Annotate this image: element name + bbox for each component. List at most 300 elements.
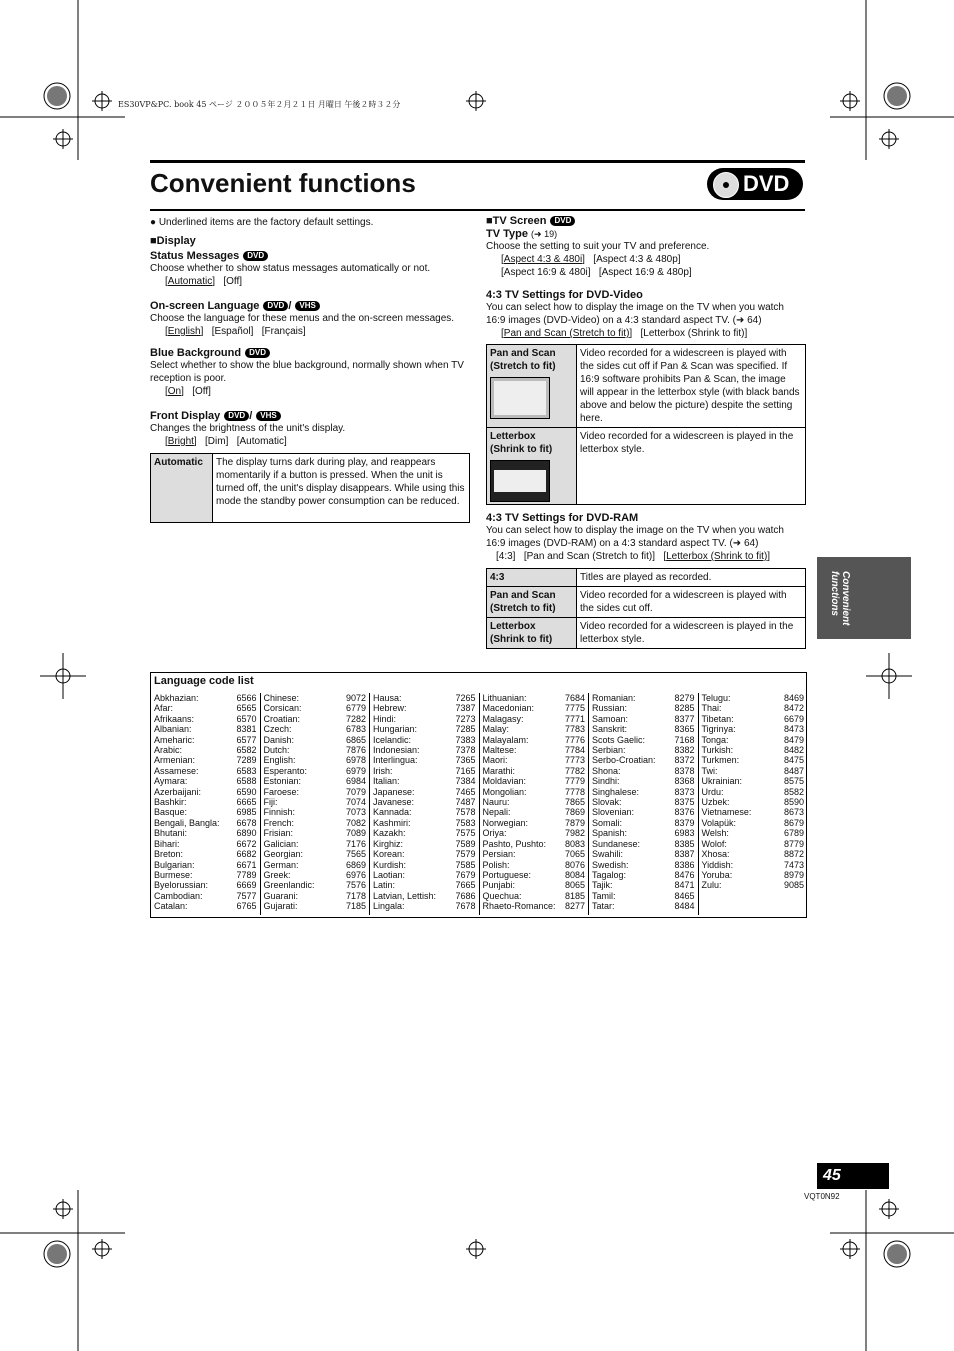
list-item xyxy=(151,807,260,817)
list-item xyxy=(370,693,479,703)
language-code: 6577 xyxy=(236,734,257,745)
list-item xyxy=(699,870,808,880)
option-aspect-43-480p: [Aspect 4:3 & 480p] xyxy=(593,254,681,265)
language-name: French: xyxy=(263,817,295,828)
list-item xyxy=(589,693,698,703)
language-name: Maori: xyxy=(482,755,508,766)
dvd-video-section: 4:3 TV Settings for DVD-Video You can select how to display the image on the TV when you watch 16:9 images (DVD-Video) on a 4:3 standard aspect TV. (➜ 64) [Pan and Scan (Stretch to fit)] [Letterbox (Shrink to fit)] xyxy=(486,289,806,340)
table-row: Letterbox (Shrink to fit) Video recorded for a widescreen is played in the letterbox style. xyxy=(487,428,806,505)
side-tab-label: Convenient functions xyxy=(829,571,851,626)
list-item xyxy=(480,787,589,797)
language-name: Malay: xyxy=(482,724,510,735)
language-code: 7773 xyxy=(564,755,585,766)
language-code: 7074 xyxy=(345,797,366,808)
option-aspect-169-480p: [Aspect 16:9 & 480p] xyxy=(598,267,692,278)
language-code: 8779 xyxy=(783,838,804,849)
language-code: 6588 xyxy=(236,776,257,787)
list-item xyxy=(261,703,370,713)
language-name: Tonga: xyxy=(701,734,729,745)
language-name: Telugu: xyxy=(701,693,731,703)
language-code: 7383 xyxy=(455,734,476,745)
language-code: 6765 xyxy=(236,901,257,912)
language-code: 7982 xyxy=(564,828,585,839)
list-item xyxy=(261,818,370,828)
list-item xyxy=(480,818,589,828)
language-code: 7577 xyxy=(236,890,257,901)
language-code: 6565 xyxy=(236,703,257,714)
front-display-table xyxy=(150,453,470,523)
language-column xyxy=(261,693,371,915)
list-item xyxy=(151,703,260,713)
language-code: 8378 xyxy=(674,765,695,776)
list-item xyxy=(151,870,260,880)
option-espanol: [Español] xyxy=(211,326,254,337)
list-item xyxy=(699,807,808,817)
language-name: Burmese: xyxy=(154,869,193,880)
intro-note: ● Underlined items are the factory default settings. xyxy=(150,217,374,228)
list-item xyxy=(480,860,589,870)
language-code: 8084 xyxy=(564,869,585,880)
language-code: 8277 xyxy=(564,901,585,912)
list-item xyxy=(370,807,479,817)
language-code: 6789 xyxy=(783,828,804,839)
language-code: 7168 xyxy=(674,734,695,745)
dvd-ram-desc: You can select how to display the image on the TV when you watch 16:9 images (DVD-RAM) on a 4:3 standard aspect TV. (➜ 64) xyxy=(486,525,784,549)
list-item xyxy=(589,828,698,838)
list-item xyxy=(151,849,260,859)
tv-type-ref: (➜ 19) xyxy=(531,229,558,239)
file-header-line: ES30VP&PC. book 45 ページ ２００５年２月２１日 月曜日 午後２時３２分 xyxy=(118,100,401,109)
language-code: 8381 xyxy=(236,724,257,735)
onscreen-language-title: On-screen Language xyxy=(150,300,260,312)
language-name: Kurdish: xyxy=(373,859,407,870)
list-item xyxy=(699,735,808,745)
language-name: Mongolian: xyxy=(482,786,527,797)
status-messages-section: Status Messages DVD Choose whether to show status messages automatically or not. [Automatic] [Off] xyxy=(150,250,470,288)
list-item xyxy=(699,703,808,713)
table-label: Automatic xyxy=(151,454,213,523)
language-name: Uzbek: xyxy=(701,797,730,808)
language-name: Arabic: xyxy=(154,745,183,756)
language-code: 8377 xyxy=(674,713,695,724)
language-code: 8385 xyxy=(674,838,695,849)
language-code-list-title: Language code list xyxy=(154,675,254,687)
option-bright: Bright xyxy=(167,436,194,447)
list-item xyxy=(261,693,370,703)
language-code: 7783 xyxy=(564,724,585,735)
dvd-badge: DVD xyxy=(550,216,575,226)
language-code: 6665 xyxy=(236,797,257,808)
language-name: Swedish: xyxy=(592,859,629,870)
title-bar xyxy=(150,160,805,211)
language-name: Basque: xyxy=(154,807,188,818)
language-code: 7079 xyxy=(345,786,366,797)
list-item xyxy=(261,891,370,901)
language-name: Volapük: xyxy=(701,817,737,828)
list-item xyxy=(370,797,479,807)
list-item xyxy=(151,891,260,901)
front-display-section: Front Display DVD / VHS Changes the brightness of the unit's display. [Bright] [Dim] [Automatic] xyxy=(150,410,470,448)
language-name: Faroese: xyxy=(263,786,300,797)
language-code: 7265 xyxy=(455,693,476,703)
language-code: 8476 xyxy=(674,869,695,880)
language-name: Wolof: xyxy=(701,838,727,849)
language-code: 6865 xyxy=(345,734,366,745)
language-code: 6779 xyxy=(345,703,366,714)
language-code: 7789 xyxy=(236,869,257,880)
language-code: 7775 xyxy=(564,703,585,714)
language-name: Nepali: xyxy=(482,807,511,818)
language-name: Georgian: xyxy=(263,849,304,860)
list-item xyxy=(370,735,479,745)
list-item xyxy=(480,776,589,786)
list-item xyxy=(480,745,589,755)
language-code: 8484 xyxy=(674,901,695,912)
language-code: 8590 xyxy=(783,797,804,808)
language-code: 8473 xyxy=(783,724,804,735)
language-name: Dutch: xyxy=(263,745,290,756)
list-item xyxy=(151,735,260,745)
language-name: Irish: xyxy=(373,765,393,776)
language-code: 7686 xyxy=(455,890,476,901)
language-name: Guarani: xyxy=(263,890,299,901)
list-item xyxy=(480,797,589,807)
list-item xyxy=(480,839,589,849)
list-item xyxy=(699,724,808,734)
language-code: 7879 xyxy=(564,817,585,828)
language-name: Rhaeto-Romance: xyxy=(482,901,556,912)
language-code: 6682 xyxy=(236,849,257,860)
tv-type-desc: Choose the setting to suit your TV and preference. xyxy=(486,241,710,252)
list-item xyxy=(370,839,479,849)
list-item xyxy=(261,724,370,734)
language-code: 6983 xyxy=(674,828,695,839)
language-name: Macedonian: xyxy=(482,703,535,714)
language-name: Pashto, Pushto: xyxy=(482,838,547,849)
language-name: Ameharic: xyxy=(154,734,195,745)
language-name: Singhalese: xyxy=(592,786,640,797)
language-code: 7282 xyxy=(345,713,366,724)
language-name: Tibetan: xyxy=(701,713,734,724)
list-item xyxy=(589,724,698,734)
language-code: 7684 xyxy=(564,693,585,703)
language-name: Marathi: xyxy=(482,765,516,776)
language-code: 7365 xyxy=(455,755,476,766)
language-code: 7865 xyxy=(564,797,585,808)
list-item xyxy=(589,860,698,870)
language-name: Estonian: xyxy=(263,776,302,787)
list-item xyxy=(151,901,260,911)
list-item xyxy=(261,849,370,859)
list-item xyxy=(151,724,260,734)
language-code: 7065 xyxy=(564,849,585,860)
list-item xyxy=(370,828,479,838)
language-code: 8386 xyxy=(674,859,695,870)
language-code: 7589 xyxy=(455,838,476,849)
dvd-logo xyxy=(707,168,803,200)
list-item xyxy=(261,755,370,765)
language-code: 8472 xyxy=(783,703,804,714)
blue-background-section: Blue Background DVD Select whether to show the blue background, normally shown when TV reception is poor. [On] [Off] xyxy=(150,347,470,398)
language-name: Yoruba: xyxy=(701,869,733,880)
tv-screen-heading: TV Screen xyxy=(492,215,547,227)
table-row: Pan and Scan (Stretch to fit) Video recorded for a widescreen is played with the sides cut off. xyxy=(487,587,806,618)
language-name: Maltese: xyxy=(482,745,517,756)
option-off: [Off] xyxy=(223,276,243,287)
language-name: Bihari: xyxy=(154,838,180,849)
language-name: Tigrinya: xyxy=(701,724,736,735)
list-item xyxy=(151,860,260,870)
list-item xyxy=(151,839,260,849)
list-item xyxy=(261,776,370,786)
language-code: 8487 xyxy=(783,765,804,776)
language-name: Armenian: xyxy=(154,755,196,766)
language-column xyxy=(370,693,480,915)
side-tab xyxy=(817,557,911,639)
language-name: Somali: xyxy=(592,817,623,828)
language-code: 7779 xyxy=(564,776,585,787)
list-item xyxy=(589,891,698,901)
list-item xyxy=(261,828,370,838)
language-code: 7776 xyxy=(564,734,585,745)
dvd-ram-title: 4:3 TV Settings for DVD-RAM xyxy=(486,512,639,524)
list-item xyxy=(370,787,479,797)
tv-type-title: TV Type xyxy=(486,228,528,240)
language-name: Sanskrit: xyxy=(592,724,628,735)
language-code: 8575 xyxy=(783,776,804,787)
language-code: 7575 xyxy=(455,828,476,839)
language-name: Spanish: xyxy=(592,828,628,839)
language-code: 7178 xyxy=(345,890,366,901)
language-name: Italian: xyxy=(373,776,400,787)
list-item xyxy=(480,828,589,838)
language-name: Tagalog: xyxy=(592,869,627,880)
list-item xyxy=(480,714,589,724)
list-item xyxy=(589,807,698,817)
language-code: 8673 xyxy=(783,807,804,818)
language-code: 7285 xyxy=(455,724,476,735)
option-aspect-43-480i: Aspect 4:3 & 480i xyxy=(503,254,583,265)
language-code: 7679 xyxy=(455,869,476,880)
language-code: 8465 xyxy=(674,890,695,901)
language-code: 9072 xyxy=(345,693,366,703)
option-pan-scan: Pan and Scan (Stretch to fit) xyxy=(503,328,630,339)
language-code: 8372 xyxy=(674,755,695,766)
list-item xyxy=(151,714,260,724)
table-text: The display turns dark during play, and reappears momentarily if a button is pressed. When the unit is turned off, the unit's display disappears. While using this mode the standby power consumption can be reduced. xyxy=(213,454,470,523)
list-item xyxy=(261,714,370,724)
list-item xyxy=(370,901,479,911)
language-name: Catalan: xyxy=(154,901,188,912)
language-name: Persian: xyxy=(482,849,516,860)
list-item xyxy=(370,714,479,724)
list-item xyxy=(261,839,370,849)
language-code: 7082 xyxy=(345,817,366,828)
language-name: Croatian: xyxy=(263,713,301,724)
blue-background-desc: Select whether to show the blue background, normally shown when TV reception is poor. xyxy=(150,360,464,384)
language-name: Hebrew: xyxy=(373,703,407,714)
language-name: Scots Gaelic: xyxy=(592,734,646,745)
language-code: 8979 xyxy=(783,869,804,880)
language-name: Lithuanian: xyxy=(482,693,527,703)
language-name: Russian: xyxy=(592,703,628,714)
table-row: Pan and Scan (Stretch to fit) Video recorded for a widescreen is played with the sides cut off if Pan & Scan was specified. If 16:9 software prohibits Pan & Scan, the image will appear in the letterbox style (with black bands above and below the picture) despite the setting here. xyxy=(487,345,806,428)
letterbox-thumbnail xyxy=(490,460,550,502)
language-code: 8582 xyxy=(783,786,804,797)
list-item xyxy=(699,766,808,776)
language-name: German: xyxy=(263,859,299,870)
dvd-badge: DVD xyxy=(245,348,270,358)
language-code: 8479 xyxy=(783,734,804,745)
language-name: Bhutani: xyxy=(154,828,188,839)
disc-icon xyxy=(713,172,739,198)
language-name: Esperanto: xyxy=(263,765,308,776)
language-name: Interlingua: xyxy=(373,755,418,766)
language-code: 6669 xyxy=(236,880,257,891)
list-item xyxy=(699,860,808,870)
list-item xyxy=(370,891,479,901)
list-item xyxy=(370,703,479,713)
language-name: Samoan: xyxy=(592,713,629,724)
option-on: On xyxy=(167,386,182,397)
onscreen-language-section: On-screen Language DVD / VHS Choose the language for these menus and the on-screen messages. [English] [Español] [Français] xyxy=(150,300,470,338)
language-name: Sundanese: xyxy=(592,838,641,849)
language-name: Fiji: xyxy=(263,797,278,808)
language-name: Twi: xyxy=(701,765,718,776)
language-name: Urdu: xyxy=(701,786,724,797)
list-item xyxy=(589,776,698,786)
model-code: VQT0N92 xyxy=(804,1192,840,1201)
language-name: Lingala: xyxy=(373,901,405,912)
language-name: Kirghiz: xyxy=(373,838,404,849)
language-name: Malagasy: xyxy=(482,713,524,724)
language-code: 8382 xyxy=(674,745,695,756)
language-code: 7678 xyxy=(455,901,476,912)
list-item xyxy=(589,880,698,890)
list-item xyxy=(589,766,698,776)
language-code: 7585 xyxy=(455,859,476,870)
list-item xyxy=(370,755,479,765)
language-name: Ukrainian: xyxy=(701,776,743,787)
list-item xyxy=(261,880,370,890)
list-item xyxy=(261,787,370,797)
language-code: 6566 xyxy=(236,693,257,703)
language-name: Swahili: xyxy=(592,849,624,860)
language-name: Zulu: xyxy=(701,880,722,891)
list-item xyxy=(480,807,589,817)
language-name: Finnish: xyxy=(263,807,296,818)
list-item xyxy=(370,880,479,890)
language-name: Corsican: xyxy=(263,703,302,714)
list-item xyxy=(480,693,589,703)
list-item xyxy=(370,860,479,870)
list-item xyxy=(480,880,589,890)
vhs-badge: VHS xyxy=(256,411,280,421)
language-name: Turkish: xyxy=(701,745,734,756)
language-name: Albanian: xyxy=(154,724,192,735)
language-name: Hausa: xyxy=(373,693,402,703)
front-display-title: Front Display xyxy=(150,410,221,422)
list-item xyxy=(261,735,370,745)
language-code: 6582 xyxy=(236,745,257,756)
dvd-video-table xyxy=(486,344,806,505)
language-column xyxy=(480,693,590,915)
language-code: 7473 xyxy=(783,859,804,870)
list-item xyxy=(151,776,260,786)
language-name: Hungarian: xyxy=(373,724,418,735)
language-code: 6890 xyxy=(236,828,257,839)
list-item xyxy=(699,755,808,765)
language-code: 6979 xyxy=(345,765,366,776)
language-name: Galician: xyxy=(263,838,299,849)
list-item xyxy=(261,745,370,755)
page-number: 45 xyxy=(817,1163,889,1189)
language-name: Afrikaans: xyxy=(154,713,195,724)
language-code: 7289 xyxy=(236,755,257,766)
language-code: 8285 xyxy=(674,703,695,714)
language-code: 8065 xyxy=(564,880,585,891)
list-item xyxy=(151,818,260,828)
language-name: Breton: xyxy=(154,849,184,860)
language-code: 8076 xyxy=(564,859,585,870)
language-code: 7273 xyxy=(455,713,476,724)
language-code: 6678 xyxy=(236,817,257,828)
language-code: 7876 xyxy=(345,745,366,756)
list-item xyxy=(151,880,260,890)
list-item xyxy=(699,787,808,797)
language-code: 8679 xyxy=(783,817,804,828)
language-code-list xyxy=(150,672,807,918)
language-name: Malayalam: xyxy=(482,734,529,745)
dvd-video-desc: You can select how to display the image on the TV when you watch 16:9 images (DVD-Video) on a 4:3 standard aspect TV. (➜ 64) xyxy=(486,302,784,326)
list-item xyxy=(370,724,479,734)
option-francais: [Français] xyxy=(261,326,306,337)
list-item xyxy=(699,818,808,828)
list-item xyxy=(589,839,698,849)
list-item xyxy=(261,870,370,880)
language-code: 7165 xyxy=(455,765,476,776)
language-code: 7176 xyxy=(345,838,366,849)
language-code: 8365 xyxy=(674,724,695,735)
language-code: 6583 xyxy=(236,765,257,776)
language-name: Chinese: xyxy=(263,693,300,703)
language-code: 6570 xyxy=(236,713,257,724)
language-name: Welsh: xyxy=(701,828,729,839)
language-name: Hindi: xyxy=(373,713,397,724)
bullet-icon: ● xyxy=(150,217,159,228)
dvd-video-title: 4:3 TV Settings for DVD-Video xyxy=(486,289,643,301)
language-name: Serbo-Croatian: xyxy=(592,755,656,766)
list-item xyxy=(589,870,698,880)
language-code: 6984 xyxy=(345,776,366,787)
language-code: 7089 xyxy=(345,828,366,839)
language-code: 7578 xyxy=(455,807,476,818)
list-item xyxy=(151,828,260,838)
list-item xyxy=(151,797,260,807)
language-code: 8376 xyxy=(674,807,695,818)
option-off: [Off] xyxy=(192,386,211,397)
list-item xyxy=(151,766,260,776)
list-item xyxy=(261,901,370,911)
option-pan-scan: [Pan and Scan (Stretch to fit)] xyxy=(523,551,655,562)
language-code: 6783 xyxy=(345,724,366,735)
list-item xyxy=(699,745,808,755)
dvd-badge: DVD xyxy=(243,251,268,261)
language-name: Azerbaijani: xyxy=(154,786,202,797)
list-item xyxy=(261,797,370,807)
list-item xyxy=(589,797,698,807)
language-name: Thai: xyxy=(701,703,722,714)
